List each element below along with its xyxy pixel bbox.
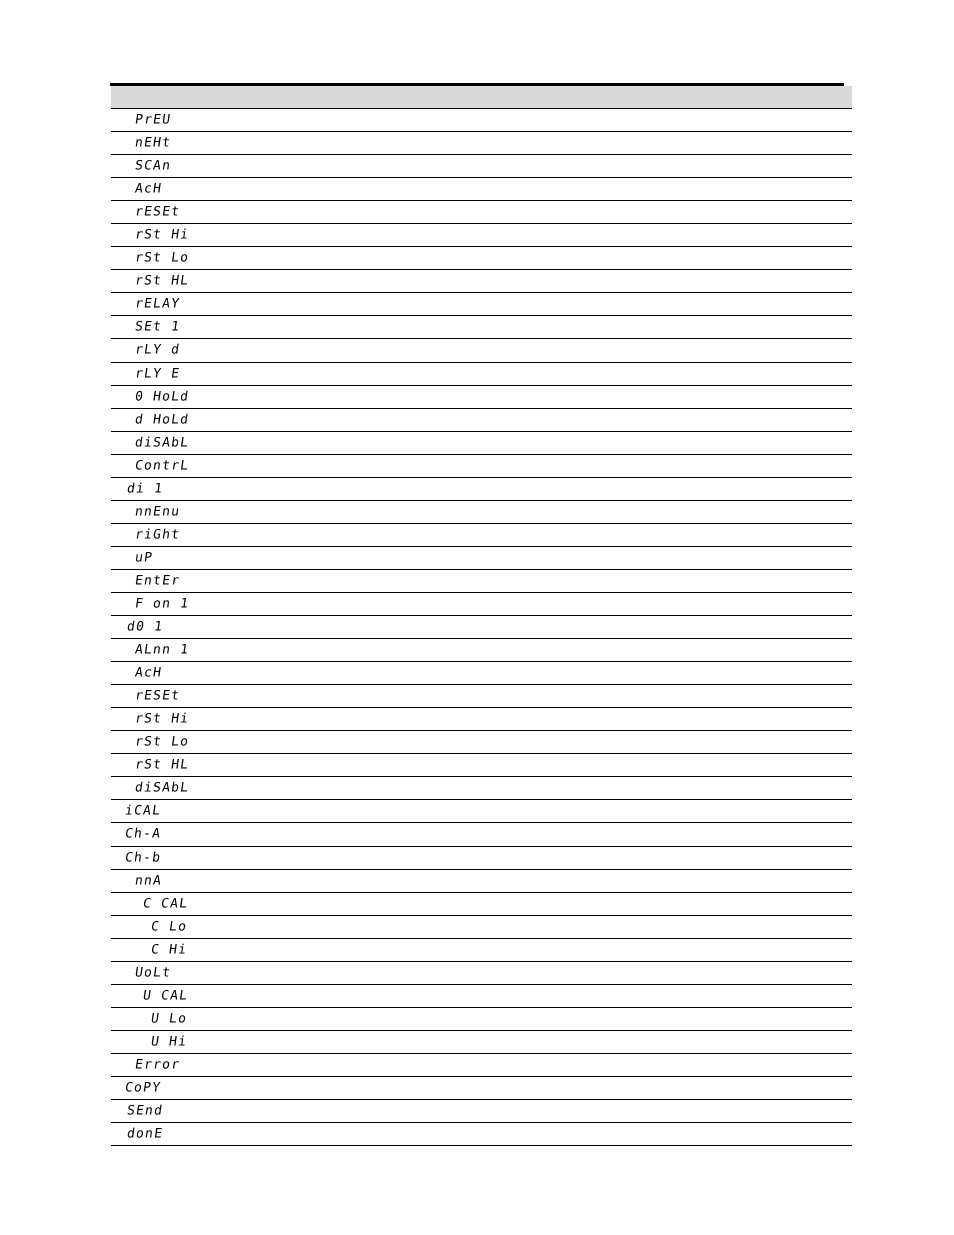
table-row <box>111 1031 852 1054</box>
table-row <box>111 547 852 570</box>
menu-code: C Lo <box>149 919 189 935</box>
table-row <box>111 1077 852 1100</box>
menu-code: diSAbL <box>133 780 191 796</box>
menu-code: U CAL <box>141 988 190 1004</box>
table-row <box>111 432 852 455</box>
table-row <box>111 247 852 270</box>
table-row <box>111 1054 852 1077</box>
menu-code: ContrL <box>133 458 191 474</box>
table-row <box>111 270 852 293</box>
menu-code: C Hi <box>149 942 189 958</box>
menu-code: rESEt <box>133 688 182 704</box>
table-row <box>111 501 852 524</box>
menu-code: rSt Hi <box>133 227 191 243</box>
table-row <box>111 1100 852 1123</box>
table-row <box>111 570 852 593</box>
table-row <box>111 800 852 823</box>
table-row <box>111 893 852 916</box>
menu-code: rSt Lo <box>133 250 191 266</box>
menu-code: Ch-A <box>123 826 163 842</box>
table-row <box>111 962 852 985</box>
menu-code: U Lo <box>149 1011 189 1027</box>
menu-code: rLY E <box>133 366 182 382</box>
menu-code: Ch-b <box>123 850 163 866</box>
table-row <box>111 731 852 754</box>
menu-code: ALnn 1 <box>133 642 191 658</box>
table-row <box>111 224 852 247</box>
menu-code: d0 1 <box>125 619 165 635</box>
table-row <box>111 524 852 547</box>
table-row <box>111 1123 852 1146</box>
menu-code: PrEU <box>133 112 173 128</box>
menu-code: rSt Lo <box>133 734 191 750</box>
table-row <box>111 386 852 409</box>
table-row <box>111 985 852 1008</box>
table-row <box>111 685 852 708</box>
menu-code: rSt HL <box>133 273 191 289</box>
table-row <box>111 777 852 800</box>
table-row <box>111 593 852 616</box>
menu-code: Error <box>133 1057 182 1073</box>
table-row <box>111 155 852 178</box>
menu-code: rESEt <box>133 204 182 220</box>
table-row <box>111 708 852 731</box>
table-row <box>111 363 852 386</box>
menu-code: nEHt <box>133 135 173 151</box>
menu-code: UoLt <box>133 965 173 981</box>
table-header-row <box>111 86 852 109</box>
table-row <box>111 178 852 201</box>
menu-code: U Hi <box>149 1034 189 1050</box>
menu-code: 0 HoLd <box>133 389 191 405</box>
table-row <box>111 616 852 639</box>
table-row <box>111 293 852 316</box>
menu-code: rLY d <box>133 342 182 358</box>
table-row <box>111 316 852 339</box>
table-row <box>111 662 852 685</box>
table-row <box>111 754 852 777</box>
menu-code: riGht <box>133 527 182 543</box>
menu-code: SCAn <box>133 158 173 174</box>
menu-code: rSt HL <box>133 757 191 773</box>
menu-code: AcH <box>133 665 164 681</box>
menu-code: diSAbL <box>133 435 191 451</box>
table-row <box>111 916 852 939</box>
menu-code: EntEr <box>133 573 182 589</box>
table-row <box>111 847 852 870</box>
menu-code: nnEnu <box>133 504 182 520</box>
menu-code: rELAY <box>133 296 182 312</box>
menu-code: rSt Hi <box>133 711 191 727</box>
table-row <box>111 409 852 432</box>
menu-code: SEt 1 <box>133 319 182 335</box>
menu-code: nnA <box>133 873 164 889</box>
table-row <box>111 339 852 362</box>
menu-structure-table <box>111 86 852 1146</box>
table-row <box>111 639 852 662</box>
table-row <box>111 1008 852 1031</box>
menu-code: d HoLd <box>133 412 191 428</box>
menu-code: F on 1 <box>133 596 191 612</box>
menu-code: donE <box>125 1126 165 1142</box>
menu-code: SEnd <box>125 1103 165 1119</box>
menu-code: C CAL <box>141 896 190 912</box>
table-row <box>111 823 852 846</box>
menu-code: di 1 <box>125 481 165 497</box>
table-row <box>111 201 852 224</box>
menu-code: AcH <box>133 181 164 197</box>
menu-code: uP <box>133 550 155 566</box>
table-row <box>111 455 852 478</box>
menu-code: iCAL <box>123 803 163 819</box>
table-row <box>111 132 852 155</box>
table-row <box>111 109 852 132</box>
table-row <box>111 939 852 962</box>
table-row <box>111 870 852 893</box>
table-row <box>111 478 852 501</box>
menu-code: CoPY <box>123 1080 163 1096</box>
